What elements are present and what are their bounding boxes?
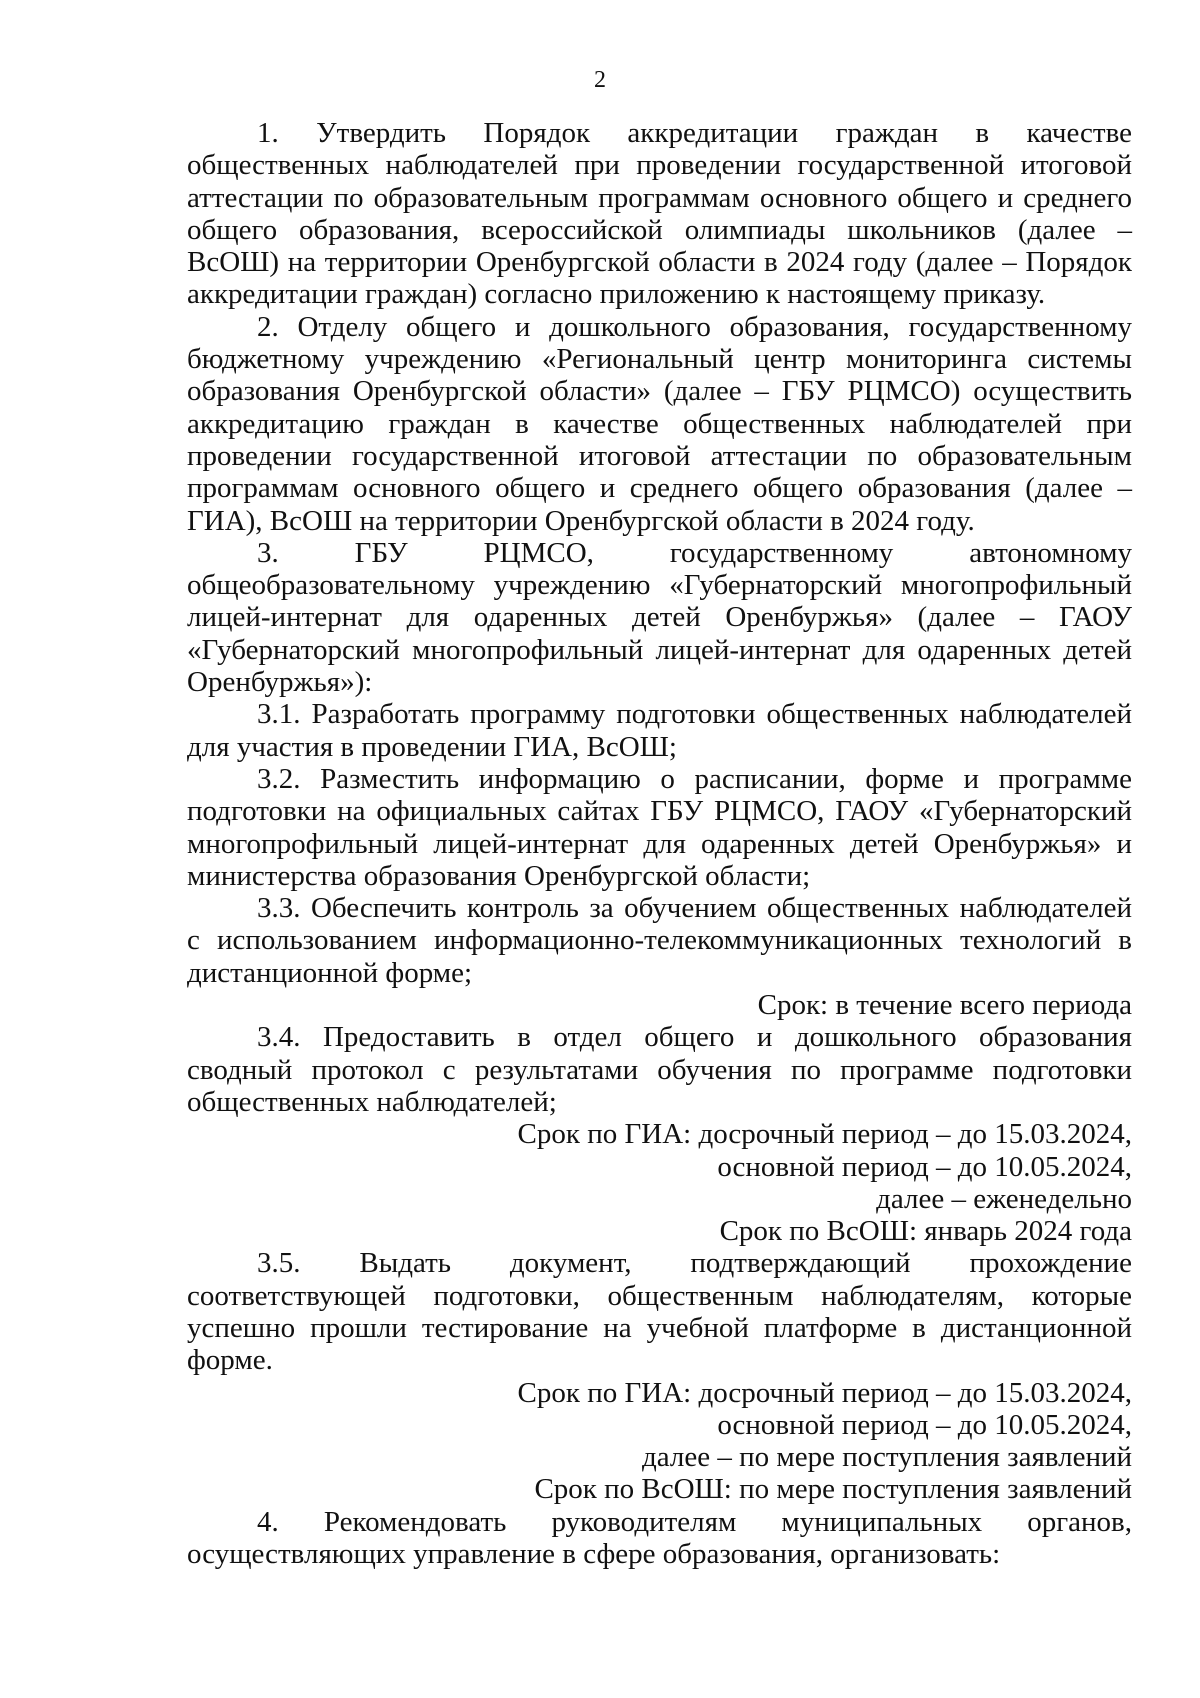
page-number: 2	[594, 67, 606, 93]
paragraph-3-4: 3.4. Предоставить в отдел общего и дошкольного образования сводный протокол с результатами обучения по программе подготовки общественных наблюдателей;	[187, 1021, 1132, 1118]
deadline-3-3: Срок: в течение всего периода	[757, 989, 1132, 1022]
paragraph-3-3: 3.3. Обеспечить контроль за обучением общественных наблюдателей с использованием информационно-телекоммуникационных технологий в дистанционной форме;	[187, 892, 1132, 989]
deadline-3-5-gia-after: далее – по мере поступления заявлений	[642, 1441, 1132, 1474]
paragraph-4: 4. Рекомендовать руководителям муниципальных органов, осуществляющих управление в сфере образования, организовать:	[187, 1505, 1132, 1571]
deadline-3-5-vsosh: Срок по ВсОШ: по мере поступления заявлений	[534, 1473, 1132, 1506]
document-body	[187, 117, 1132, 1570]
deadline-3-4-gia-after: далее – еженедельно	[876, 1182, 1132, 1215]
deadline-3-4-vsosh: Срок по ВсОШ: январь 2024 года	[719, 1215, 1132, 1248]
paragraph-2: 2. Отделу общего и дошкольного образования, государственному бюджетному учреждению «Региональный центр мониторинга системы образования Оренбургской области» (далее – ГБУ РЦМСО) осуществить аккредитацию граждан в качестве общественных наблюдателей при проведении государственной итоговой аттестации по образовательным программам основного общего и среднего общего образования (далее – ГИА), ВсОШ на территории Оренбургской области в 2024 году.	[187, 310, 1132, 537]
deadline-3-5-gia-early: Срок по ГИА: досрочный период – до 15.03.2024,	[517, 1376, 1132, 1409]
deadline-3-5-gia-main: основной период – до 10.05.2024,	[717, 1408, 1132, 1441]
deadline-3-4-gia-early: Срок по ГИА: досрочный период – до 15.03.2024,	[517, 1118, 1132, 1151]
paragraph-1: 1. Утвердить Порядок аккредитации граждан в качестве общественных наблюдателей при проведении государственной итоговой аттестации по образовательным программам основного общего и среднего общего образования, всероссийской олимпиады школьников (далее – ВсОШ) на территории Оренбургской области в 2024 году (далее – Порядок аккредитации граждан) согласно приложению к настоящему приказу.	[187, 117, 1132, 311]
paragraph-3-2: 3.2. Разместить информацию о расписании, форме и программе подготовки на официальных сайтах ГБУ РЦМСО, ГАОУ «Губернаторский многопрофильный лицей-интернат для одаренных детей Оренбуржья» и министерства образования Оренбургской области;	[187, 762, 1132, 892]
paragraph-3-1: 3.1. Разработать программу подготовки общественных наблюдателей для участия в проведении ГИА, ВсОШ;	[187, 698, 1132, 763]
paragraph-3-5: 3.5. Выдать документ, подтверждающий прохождение соответствующей подготовки, общественным наблюдателям, которые успешно прошли тестирование на учебной платформе в дистанционной форме.	[187, 1247, 1132, 1377]
deadline-3-4-gia-main: основной период – до 10.05.2024,	[717, 1150, 1132, 1183]
paragraph-3: 3. ГБУ РЦМСО, государственному автономному общеобразовательному учреждению «Губернаторский многопрофильный лицей-интернат для одаренных детей Оренбуржья» (далее – ГАОУ «Губернаторский многопрофильный лицей-интернат для одаренных детей Оренбуржья»):	[187, 536, 1132, 699]
